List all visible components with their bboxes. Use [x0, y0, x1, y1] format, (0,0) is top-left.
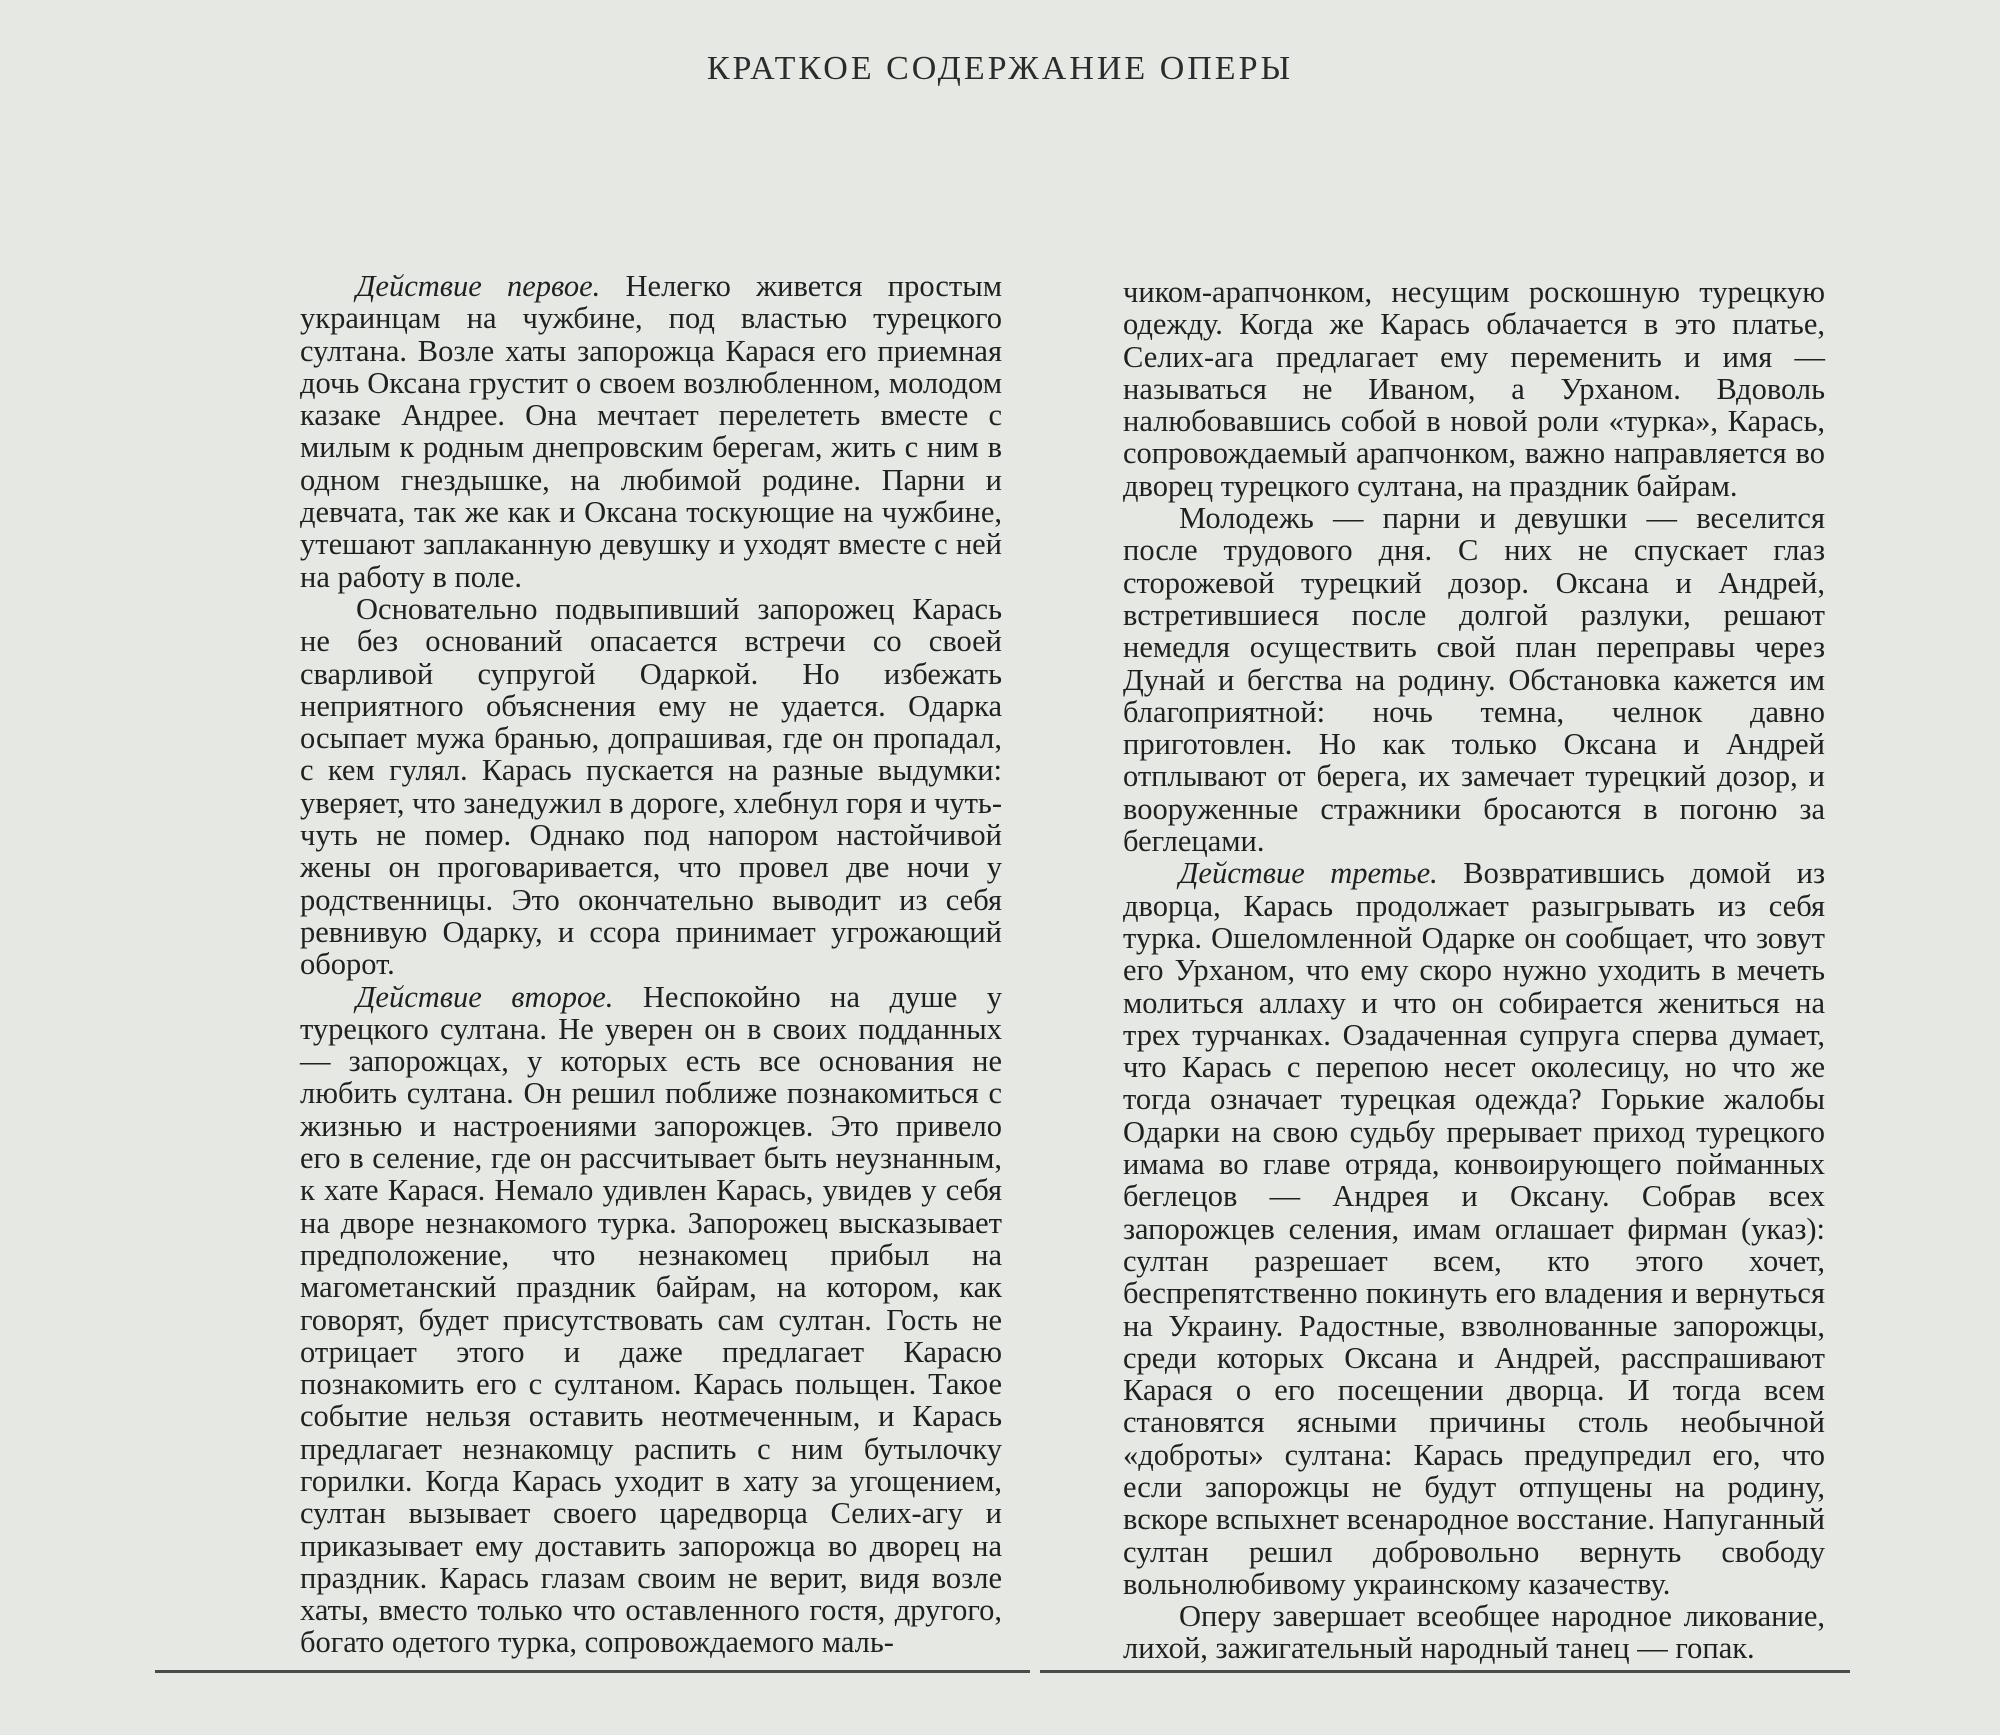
- left-column: [300, 270, 1002, 1659]
- act-three-text: Возвратившись домой из дворца, Карась продолжает разыгрывать из себя турка. Ошеломленной Одарке он сообщает, что зовут его Урханом, что ему скоро нужно уходить в мечеть молиться аллаху и что он собирается жениться на трех турчанках. Озадаченная супруга сперва думает, что Карась с перепою несет околесицу, но что же тогда означает турецкая одежда? Горькие жалобы Одарки на свою судьбу прерывает приход турецкого имама во главе отряда, конвоирующего пойманных беглецов — Андрея и Оксану. Собрав всех запорожцев селения, имам оглашает фирман (указ): султан разрешает всем, кто этого хочет, беспрепятственно покинуть его владения и вернуться на Украину. Радостные, взволнованные запорожцы, среди которых Оксана и Андрей, расспрашивают Карася о его посещении дворца. И тогда всем становятся ясными причины столь необычной «доброты» султана: Карась предупредил его, что если запорожцы не будут отпущены на родину, вскоре вспыхнет всенародное восстание. Напуганный султан решил добровольно вернуть свободу вольнолюбивому украинскому казачеству.: [1123, 856, 1826, 1601]
- paragraph-act-three: [1123, 857, 1825, 1600]
- paragraph-karas-quarrel: Основательно подвыпивший запорожец Карась не без оснований опасается встречи со своей сварливой супругой Одаркой. Но избежать неприятного объяснения ему не удается. Одарка осыпает мужа бранью, допрашивая, где он пропадал, с кем гулял. Карась пускается на разные выдумки: уверяет, что занедужил в дороге, хлебнул горя и чуть-чуть не помер. Однако под напором настойчивой жены он проговаривается, что провел две ночи у родственницы. Это окончательно выводит из себя ревнивую Одарку, и ссора принимает угрожающий оборот.: [300, 591, 1002, 982]
- paragraph-act-one: [300, 270, 1002, 593]
- page-title: КРАТКОЕ СОДЕРЖАНИЕ ОПЕРЫ: [706, 50, 1294, 87]
- paragraph-act-two-continued: чиком-арапчонком, несущим роскошную турецкую одежду. Когда же Карась облачается в это платье, Селих-ага предлагает ему переменить и имя — называться не Иваном, а Урханом. Вдоволь налюбовавшись собой в новой роли «турка», Карась, сопровождаемый арапчонком, важно направляется во дворец турецкого султана, на праздник байрам.: [1123, 275, 1825, 503]
- paragraph-act-two: [300, 981, 1002, 1659]
- bottom-rule-left: [155, 1670, 1030, 1673]
- act-one-label: Действие первое.: [356, 269, 601, 303]
- act-two-label: Действие второе.: [356, 979, 614, 1014]
- paragraph-finale: Оперу завершает всеобщее народное ликование, лихой, зажигательный народный танец — гопак.: [1123, 1599, 1825, 1666]
- act-three-label: Действие третье.: [1179, 856, 1438, 891]
- paragraph-escape: Молодежь — парни и девушки — веселится после трудового дня. С них не спускает глаз сторожевой турецкий дозор. Оксана и Андрей, встретившиеся после долгой разлуки, решают немедля осуществить свой план переправы через Дунай и бегства на родину. Обстановка кажется им благоприятной: ночь темна, челнок давно приготовлен. Но как только Оксана и Андрей отплывают от берега, их замечает турецкий дозор, и вооруженные стражники бросаются в погоню за беглецами.: [1123, 501, 1825, 859]
- act-two-text: Неспокойно на душе у турецкого султана. Не уверен он в своих подданных — запорожцах, у которых есть все основания не любить султана. Он решил поближе познакомиться с жизнью и настроениями запорожцев. Это привело его в селение, где он рассчитывает быть неузнанным, к хате Карася. Немало удивлен Карась, увидев у себя на дворе незнакомого турка. Запорожец высказывает предположение, что незнакомец прибыл на магометанский праздник байрам, на котором, как говорят, будет присутствовать сам султан. Гость не отрицает этого и даже предлагает Карасю познакомить его с султаном. Карась польщен. Такое событие нельзя оставить неотмеченным, и Карась предлагает незнакомцу распить с ним бутылочку горилки. Когда Карась уходит в хату за угощением, султан вызывает своего царедворца Селих-агу и приказывает ему доставить запорожца во дворец на праздник. Карась глазам своим не верит, видя возле хаты, вместо только что оставленного гостя, другого, богато одетого турка, сопровождаемого маль-: [300, 979, 1002, 1660]
- right-column: [1123, 276, 1825, 1665]
- act-one-text: Нелегко живется простым украинцам на чужбине, под властью турецкого султана. Возле хаты запорожца Карася его приемная дочь Оксана грустит о своем возлюбленном, молодом казаке Андрее. Она мечтает перелететь вместе с милым к родным днепровским берегам, жить с ним в одном гнездышке, на любимой родине. Парни и девчата, так же как и Оксана тоскующие на чужбине, утешают заплаканную девушку и уходят вместе с ней на работу в поле.: [300, 269, 1002, 594]
- bottom-rule-right: [1040, 1670, 1850, 1673]
